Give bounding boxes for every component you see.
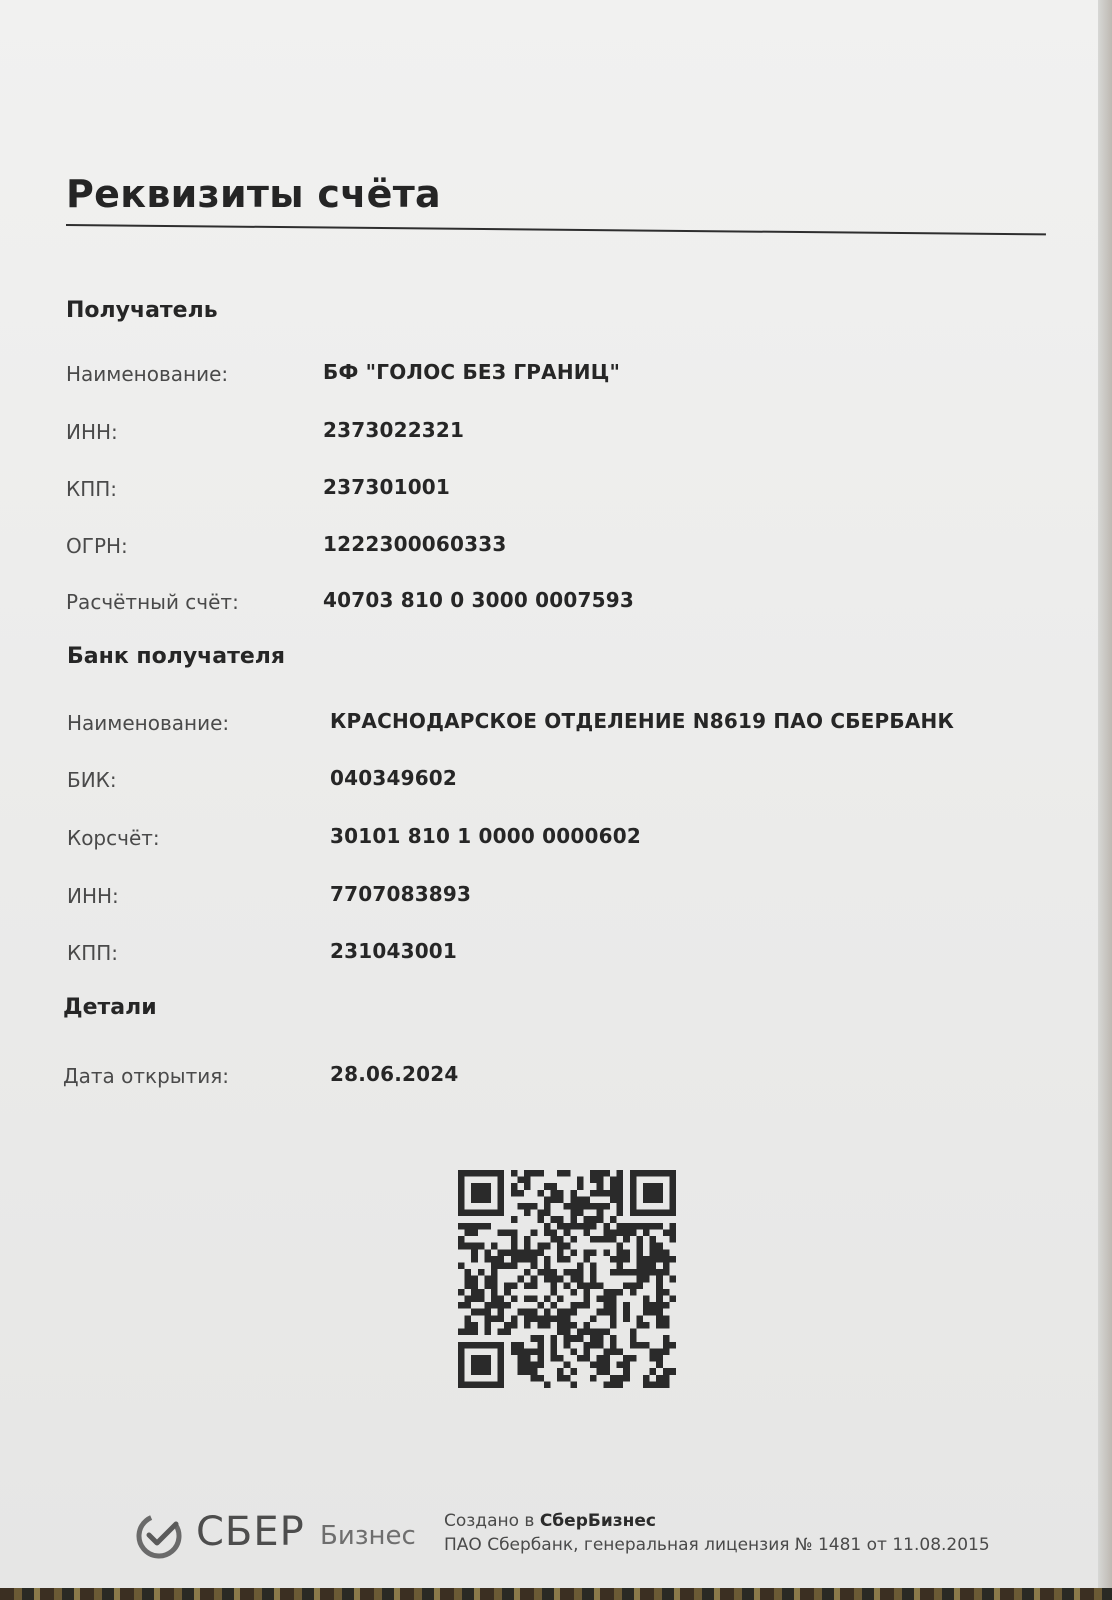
field-value: 7707083893 [330, 882, 472, 906]
field-value: 040349602 [330, 766, 458, 790]
field-label: БИК: [67, 768, 117, 792]
qr-code [458, 1170, 676, 1388]
footer-created-line [444, 1509, 1044, 1533]
field-label: КПП: [66, 477, 118, 501]
field-label: ОГРН: [66, 534, 128, 558]
sber-check-icon [134, 1511, 184, 1561]
logo-sub-text: Бизнес [320, 1521, 416, 1551]
footer-license-line: ПАО Сбербанк, генеральная лицензия № 1481 от 11.08.2015 [444, 1535, 990, 1555]
section-bank-heading: Банк получателя [67, 644, 286, 669]
field-label: Корсчёт: [67, 826, 160, 850]
sber-business-logo [134, 1507, 424, 1563]
field-value: 28.06.2024 [330, 1062, 459, 1086]
field-value: БФ "ГОЛОС БЕЗ ГРАНИЦ" [323, 360, 621, 384]
field-label: Расчётный счёт: [66, 590, 239, 614]
field-value: 237301001 [323, 475, 451, 499]
qr-code-image [458, 1170, 676, 1388]
paper-edge-shadow [1098, 0, 1112, 1600]
section-recipient-heading: Получатель [66, 298, 218, 323]
logo-brand-text: СБЕР [196, 1509, 305, 1555]
field-value: 30101 810 1 0000 0000602 [330, 824, 641, 848]
footer-created-prefix: Создано в [444, 1511, 540, 1531]
page-title: Реквизиты счёта [66, 172, 441, 216]
section-details-heading: Детали [63, 995, 157, 1020]
field-label: ИНН: [67, 884, 119, 908]
field-value: 231043001 [330, 939, 458, 963]
field-value: 2373022321 [323, 418, 465, 442]
field-value: 40703 810 0 3000 0007593 [323, 588, 634, 612]
field-label: Наименование: [66, 362, 229, 386]
field-value: 1222300060333 [323, 532, 507, 556]
footer-legal [444, 1509, 1044, 1557]
field-label: КПП: [67, 941, 119, 965]
title-divider [66, 224, 1046, 235]
field-label: ИНН: [66, 420, 118, 444]
field-value: КРАСНОДАРСКОЕ ОТДЕЛЕНИЕ N8619 ПАО СБЕРБАНК [330, 709, 954, 733]
table-surface [0, 1588, 1112, 1600]
field-label: Дата открытия: [63, 1064, 230, 1088]
field-label: Наименование: [67, 711, 230, 735]
footer-created-service: СберБизнес [539, 1511, 656, 1531]
